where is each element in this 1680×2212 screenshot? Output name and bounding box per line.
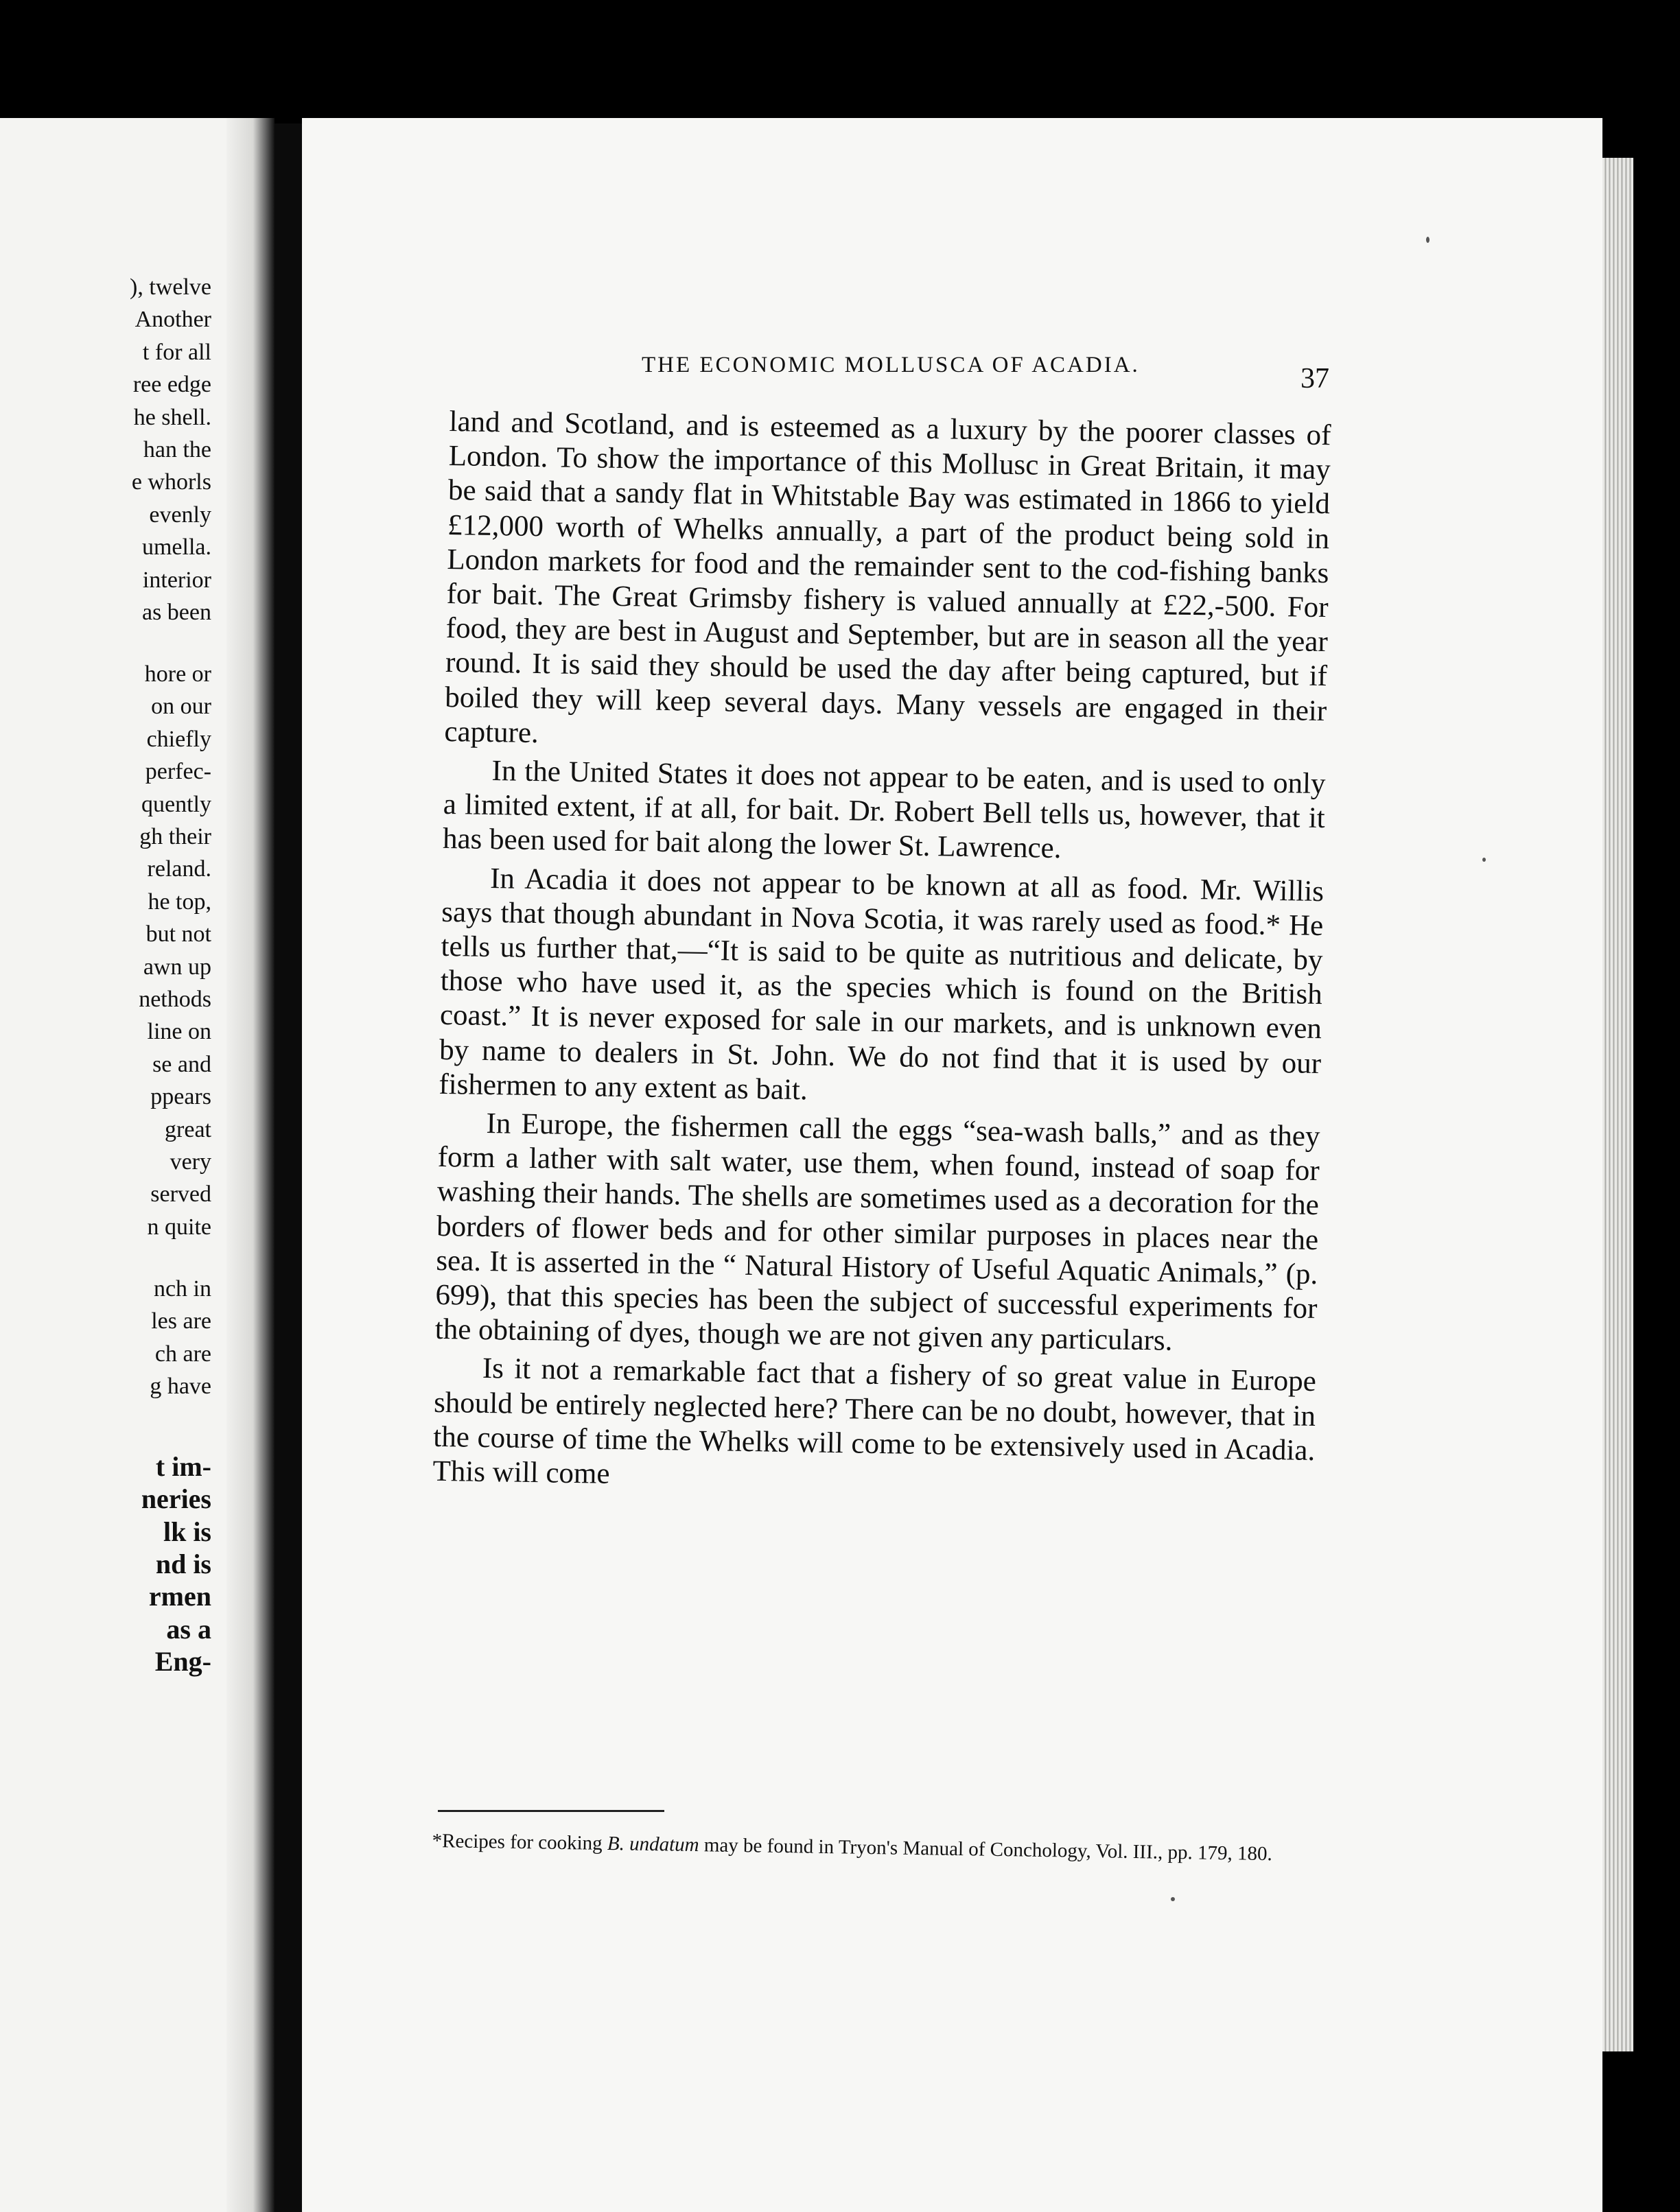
left-page-line: he top, <box>148 889 211 915</box>
left-page-line: awn up <box>143 954 211 980</box>
left-page-line: nch in <box>153 1275 211 1302</box>
left-page-line: nethods <box>139 987 211 1013</box>
left-page-line: chiefly <box>146 726 211 752</box>
left-page-line: e whorls <box>131 469 211 495</box>
page-number: 37 <box>1300 363 1329 395</box>
left-page-line: but not <box>145 921 211 948</box>
body-text <box>432 405 1331 1503</box>
left-page-line: ree edge <box>132 372 211 398</box>
left-page-line: rmen <box>148 1581 211 1612</box>
left-page-line: interior <box>142 567 211 593</box>
paragraph: In the United States it does not appear to be eaten, and is used to only a limited extent, if at all, for bait. Dr. Robert Bell tells us, however, that it has been used for bait along the lower St. Lawrence. <box>442 755 1326 865</box>
paragraph: Is it not a remarkable fact that a fishery of so great value in Europe should be entirely neglected here? There can be no doubt, however, that in the course of time the Whelks will come to be extensively used in Acadia. This will come <box>432 1352 1317 1490</box>
print-speck <box>1171 1897 1175 1901</box>
paragraph: land and Scotland, and is esteemed as a luxury by the poorer classes of London. To show the importance of this Mollusc in Great Britain, it may be said that a sandy flat in Whitstable Bay was estimated in 1866 to yield £12,000 worth of Whelks annually, a part of the product being sold in London markets for food and the remainder sent to the cod-fishing banks for bait. The Great Grimsby fishery is valued annually at £22,-500. For food, they are best in August and September, but are in season all the year round. It is said they should be used the day after being captured, but if boiled they will keep several days. Many vessels are engaged in their capture. <box>444 405 1331 749</box>
footnote-text: may be found in Tryon's Manual of Conchology, Vol. III., pp. 179, 180. <box>699 1834 1272 1866</box>
left-page-line: han the <box>143 437 211 462</box>
left-page-line: g have <box>150 1374 211 1400</box>
footnote-text: *Recipes for cooking <box>432 1829 608 1855</box>
left-page-line: line on <box>147 1019 211 1045</box>
left-page-edge <box>226 118 275 2212</box>
left-page <box>0 118 275 2212</box>
left-page-line: as a <box>166 1613 211 1645</box>
paragraph: In Acadia it does not appear to be known at all as food. Mr. Willis says that though abundant in Nova Scotia, it was rarely used as food.* He tells us further that,—“It is said to be quite as nutritious and delicate, by those who have used it, as the species which is found on the British coast.” It is never exposed for sale in our markets, and is unknown even by name to dealers in St. John. We do not find that it is used by our fishermen to any extent as bait. <box>439 862 1325 1107</box>
left-page-line: evenly <box>149 502 211 528</box>
left-page-line: ch are <box>154 1341 211 1367</box>
left-page-line: very <box>170 1149 211 1175</box>
left-page-line: reland. <box>147 856 211 882</box>
left-page-line: Eng- <box>154 1646 211 1678</box>
left-page-line: n quite <box>147 1214 211 1240</box>
left-page-line: hore or <box>144 661 211 687</box>
left-page-line: les are <box>151 1308 211 1334</box>
left-page-line: gh their <box>139 824 211 850</box>
left-page-line: ppears <box>150 1084 211 1110</box>
left-page-line: nd is <box>155 1549 211 1580</box>
paragraph: In Europe, the fishermen call the eggs “sea-wash balls,” and as they form a lather with salt water, use them, when found, instead of soap for washing their hands. The shells are sometimes used as a decoration for the borders of flower beds and for other similar purposes in places near the sea. It is asserted in the “ Natural History of Useful Aquatic Animals,” (p. 699), that this species has been the subject of successful experiments for the obtaining of dyes, though we are not given any particulars. <box>434 1107 1320 1357</box>
print-speck <box>1482 858 1486 862</box>
left-page-line: t im- <box>155 1450 211 1482</box>
page-edges <box>1602 158 1633 2051</box>
left-page-line: on our <box>151 694 211 720</box>
left-page-line: great <box>165 1116 211 1142</box>
running-header: THE ECONOMIC MOLLUSCA OF ACADIA. <box>642 353 1140 377</box>
footnote-species: B. undatum <box>607 1833 699 1857</box>
left-page-line: he shell. <box>133 404 211 430</box>
left-page-line: quently <box>141 791 211 817</box>
footnote-rule <box>438 1810 664 1812</box>
left-page-line: Another <box>135 307 211 333</box>
left-page-line: perfec- <box>145 759 211 785</box>
left-page-line: se and <box>152 1051 211 1077</box>
left-page-line: neries <box>141 1483 211 1515</box>
left-page-line: lk is <box>163 1516 211 1547</box>
left-page-line: t for all <box>142 339 211 365</box>
print-speck <box>1426 237 1430 243</box>
left-page-line: served <box>150 1181 211 1208</box>
left-page-line: as been <box>141 600 211 625</box>
left-page-line: umella. <box>141 534 211 561</box>
left-page-line: ), twelve <box>130 274 211 300</box>
